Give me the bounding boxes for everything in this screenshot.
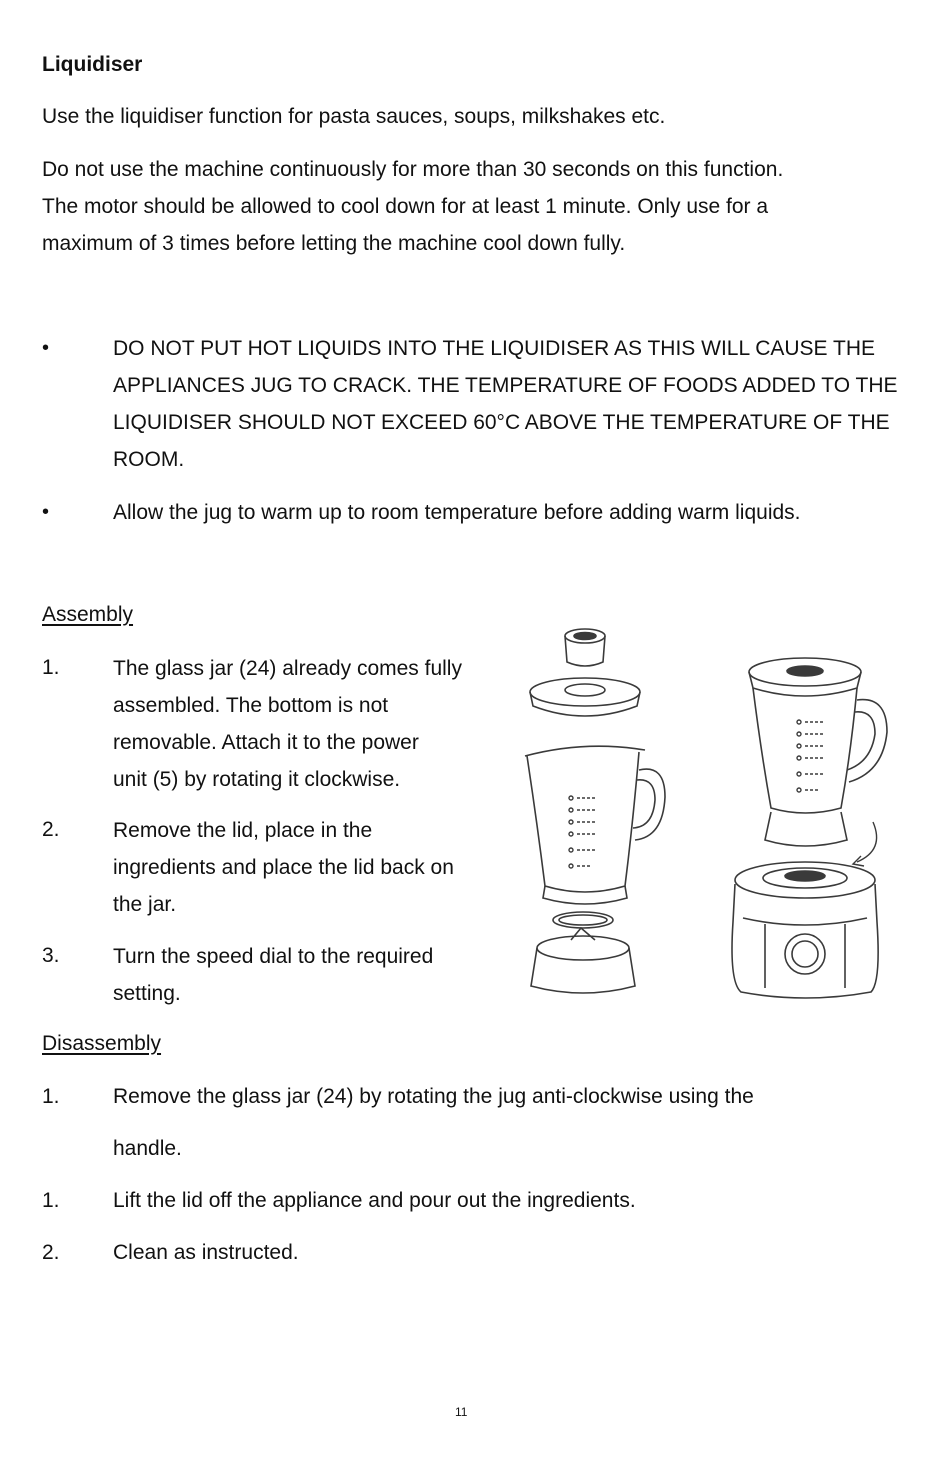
step-number: 1. — [42, 656, 60, 679]
warning-line: The motor should be allowed to cool down for at least 1 minute. Only use for a — [42, 195, 769, 218]
bullet-line: APPLIANCES JUG TO CRACK. THE TEMPERATURE OF FOODS ADDED TO THE — [113, 374, 898, 397]
step-number: 2. — [42, 818, 60, 841]
step-line: Remove the glass jar (24) by rotating the jug anti-clockwise using the — [113, 1085, 754, 1108]
step-number: 1. — [42, 1189, 60, 1212]
blender-icon — [515, 622, 895, 1007]
assembly-step — [113, 812, 454, 923]
step-line: ingredients and place the lid back on — [113, 856, 454, 879]
bullet-item-warm-jug — [113, 494, 801, 531]
page-number: 11 — [455, 1405, 468, 1419]
step-line: setting. — [113, 982, 181, 1005]
step-line: unit (5) by rotating it clockwise. — [113, 768, 401, 791]
step-number: 3. — [42, 944, 60, 967]
assembly-heading: Assembly — [42, 603, 134, 626]
blender-assembly-illustration — [515, 622, 895, 1007]
bullet-line: LIQUIDISER SHOULD NOT EXCEED 60°C ABOVE THE TEMPERATURE OF THE — [113, 411, 890, 434]
bullet-item-hot-liquids — [113, 330, 898, 478]
step-number: 2. — [42, 1241, 60, 1264]
step-line: The glass jar (24) already comes fully — [113, 657, 462, 680]
step-line: assembled. The bottom is not — [113, 694, 389, 717]
step-line: Lift the lid off the appliance and pour out the ingredients. — [113, 1189, 636, 1212]
step-number: 1. — [42, 1085, 60, 1108]
warning-line: maximum of 3 times before letting the machine cool down fully. — [42, 232, 626, 255]
bullet-line: DO NOT PUT HOT LIQUIDS INTO THE LIQUIDISER AS THIS WILL CAUSE THE — [113, 337, 875, 360]
step-line: removable. Attach it to the power — [113, 731, 419, 754]
bullet-line: ROOM. — [113, 448, 185, 471]
section-title: Liquidiser — [42, 53, 143, 76]
step-line: the jar. — [113, 893, 177, 916]
warning-paragraph — [42, 151, 783, 262]
step-line: Remove the lid, place in the — [113, 819, 373, 842]
bullet-dot: • — [42, 501, 50, 523]
assembly-step — [113, 938, 433, 1012]
disassembly-heading: Disassembly — [42, 1032, 162, 1055]
assembly-step — [113, 650, 462, 798]
step-line: Clean as instructed. — [113, 1241, 299, 1264]
step-line: Turn the speed dial to the required — [113, 945, 434, 968]
bullet-line: Allow the jug to warm up to room temperature before adding warm liquids. — [113, 501, 801, 524]
step-line: handle. — [113, 1137, 182, 1160]
intro-text: Use the liquidiser function for pasta sauces, soups, milkshakes etc. — [42, 105, 666, 128]
warning-line: Do not use the machine continuously for more than 30 seconds on this function. — [42, 158, 784, 181]
bullet-dot: • — [42, 337, 50, 359]
